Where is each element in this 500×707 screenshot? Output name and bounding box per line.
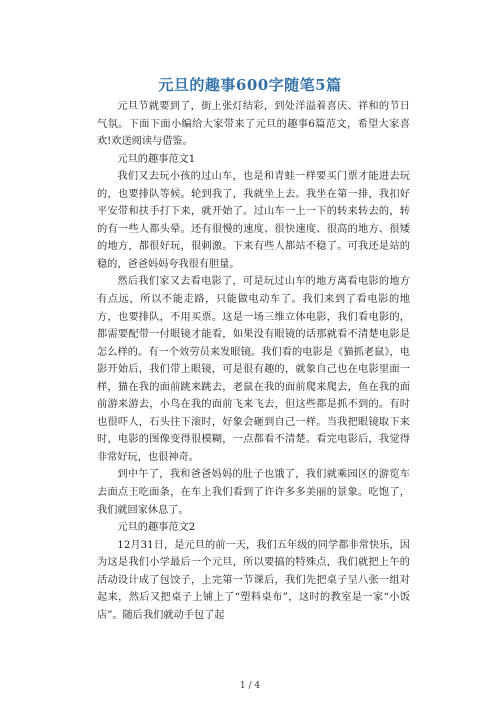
paragraph-dumplings: 12月31日，是元旦的前一天，我们五年级的同学都非常快乐，因为这是我们小学最后一个元旦，所以要搞的特殊点，我们就把上午的活动设计成了包饺子，上完第一节课后，我们先把桌子呈八张一组对起来，然后又把桌子上铺上了“塑料桌布”，这时的教室是一家“小饭店”。随后我们就动手包了起 <box>97 539 410 621</box>
page-number: 1 / 4 <box>239 681 261 691</box>
document-title: 元旦的趣事600字随笔5篇 <box>158 76 342 94</box>
section-heading-2: 元旦的趣事范文2 <box>117 522 196 534</box>
section-heading-1: 元旦的趣事范文1 <box>117 153 196 165</box>
paragraph-roller-coaster: 我们又去玩小孩的过山车，也是和青蛙一样要买门票才能进去玩的，也要排队等候。轮到我了，我就坐上去。我坐在第一排，我扣好平安带和扶手打下来，就开始了。过山车一上一下的转来转去的，转的有一些人都头晕。还有很慢的速度、很快速度、很高的地方、很矮的地方，都很好玩，很刺激。下来有些人都站不稳了。可我还是站的稳的，爸爸妈妈夸我很有胆量。 <box>97 171 410 270</box>
paragraph-movie: 然后我们家又去看电影了，可是玩过山车的地方离看电影的地方有点远，所以不能走路，只能做电动车了。我们来到了看电影的地方，也要排队，不用买票。这是一场三维立体电影，我们看电影的，都需要配带一付眼镜才能看，如果没有眼镜的话那就看不清楚电影是怎么样的。有一个效劳员来发眼镜。我们看的电影是《猫抓老鼠》，电影开始后，我们带上眼镜，可是很有趣的，就象自己也在电影里面一样，猫在我的面前跳来跳去，老鼠在我的面前爬来爬去，鱼在我的面前游来游去，小鸟在我的面前飞来飞去，但这些都是抓不到的。有时也很吓人，石头往下滚时，好象会砸到自己一样。当我把眼镜取下来时，电影的图像变得很模糊，一点都看不清楚。看完电影后，我觉得非常好玩，也很神奇。 <box>97 276 410 463</box>
document-body <box>97 98 410 624</box>
paragraph-intro: 元旦节就要到了，街上张灯结彩，到处洋溢着喜庆、祥和的节日气氛。下面下面小编给大家带来了元旦的趣事6篇范文，希望大家喜欢!欢送阅读与借鉴。 <box>97 101 410 148</box>
paragraph-noon: 到中午了，我和爸爸妈妈的肚子也饿了，我们就乘园区的游览车去面点王吃面条，在车上我们看到了许许多多美丽的景象。吃饱了，我们就回家休息了。 <box>97 469 410 516</box>
